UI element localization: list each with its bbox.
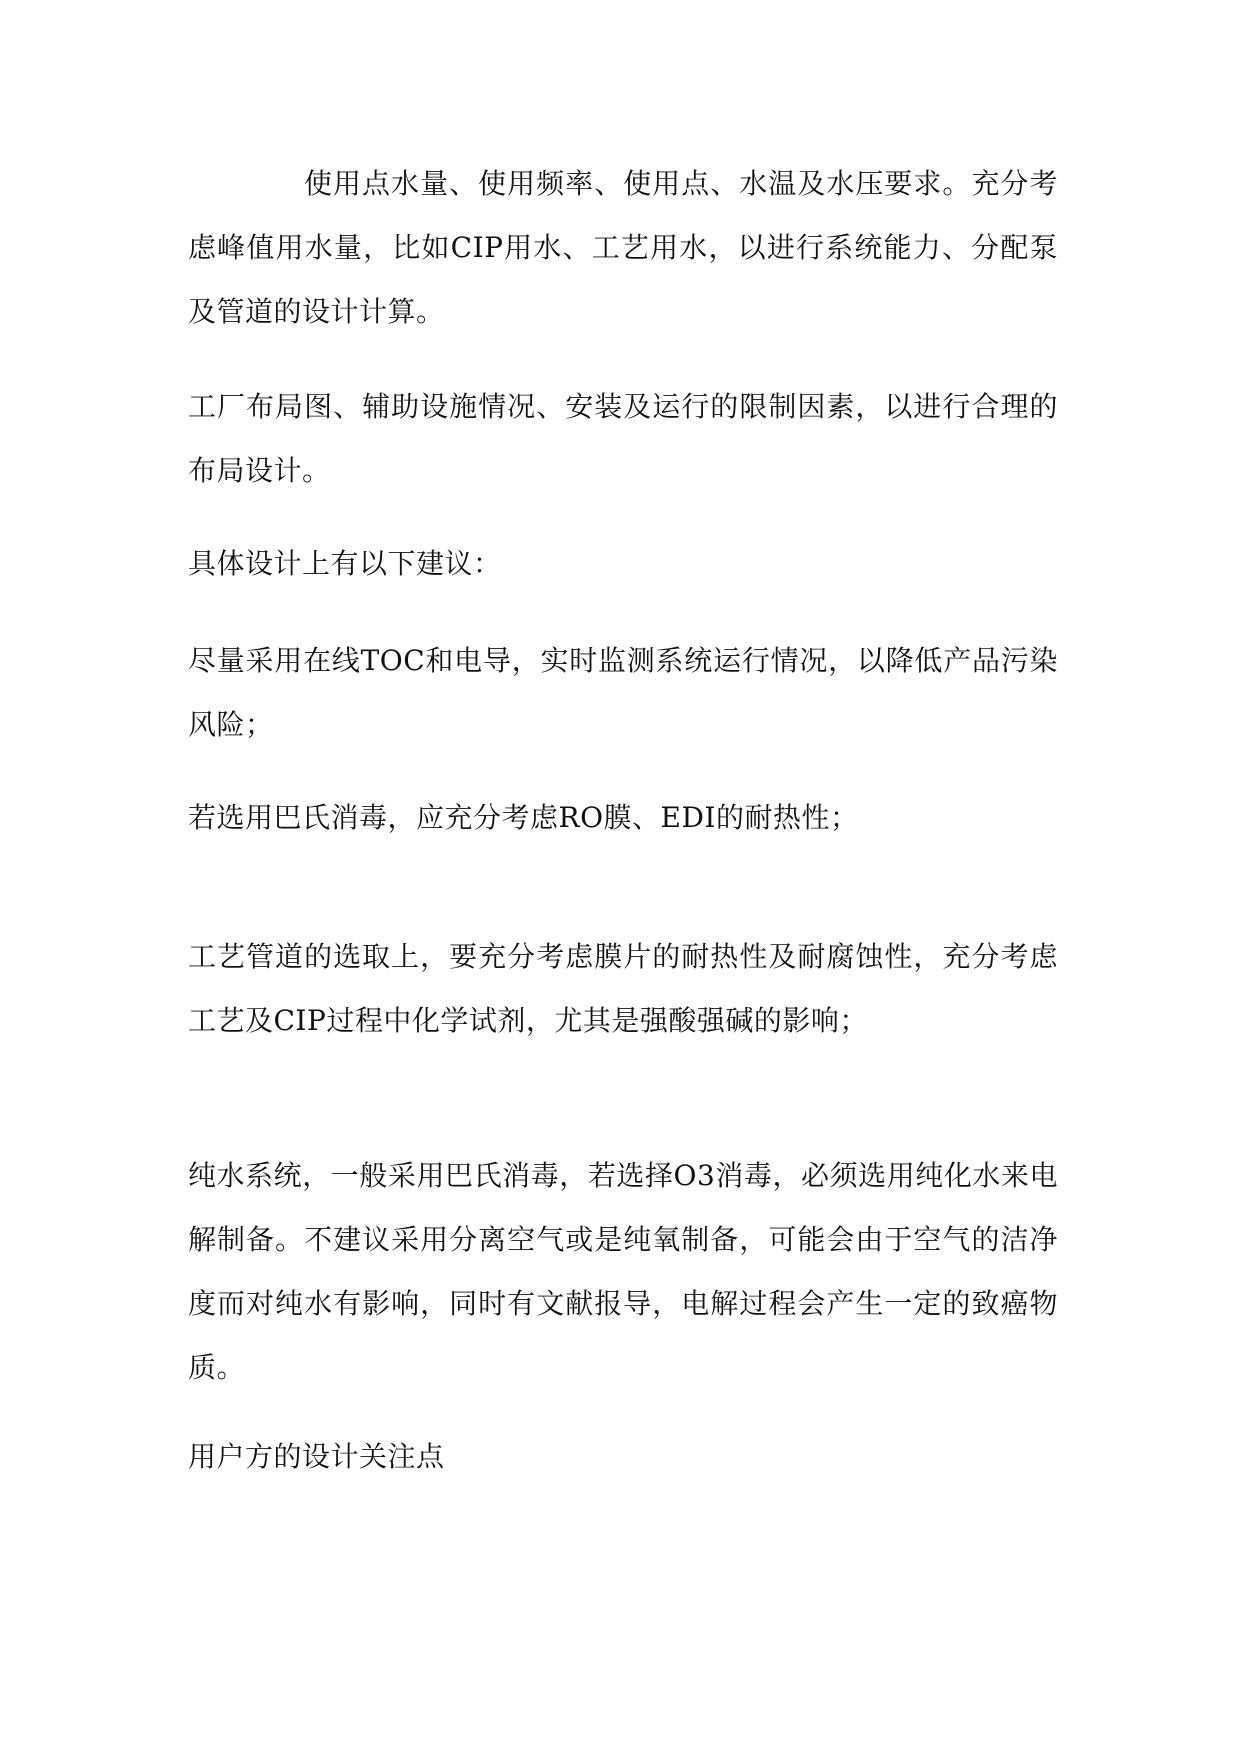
paragraph-design-suggestions-heading: 具体设计上有以下建议： <box>188 547 502 580</box>
paragraph-pure-water-system: 纯水系统，一般采用巴氏消毒，若选择O3消毒，必须选用纯化水来电解制备。不建议采用分离空气或是纯氧制备，可能会由于空气的洁净度而对纯水有影响，同时有文献报导，电解过程会产生一定的致癌物质。 <box>188 1159 1058 1384</box>
paragraph-process-piping: 工艺管道的选取上，要充分考虑膜片的耐热性及耐腐蚀性，充分考虑工艺及CIP过程中化学试剂，尤其是强酸强碱的影响； <box>188 940 1058 1037</box>
paragraph-pasteurization: 若选用巴氏消毒，应充分考虑RO膜、EDI的耐热性； <box>188 801 859 834</box>
paragraph-online-toc: 尽量采用在线TOC和电导，实时监测系统运行情况，以降低产品污染风险； <box>188 644 1058 741</box>
paragraph-plant-layout: 工厂布局图、辅助设施情况、安装及运行的限制因素，以进行合理的布局设计。 <box>188 390 1058 487</box>
paragraph-water-usage-requirements: 使用点水量、使用频率、使用点、水温及水压要求。充分考虑峰值用水量，比如CIP用水、工艺用水，以进行系统能力、分配泵及管道的设计计算。 <box>188 167 1058 328</box>
paragraph-user-design-focus: 用户方的设计关注点 <box>188 1440 445 1473</box>
